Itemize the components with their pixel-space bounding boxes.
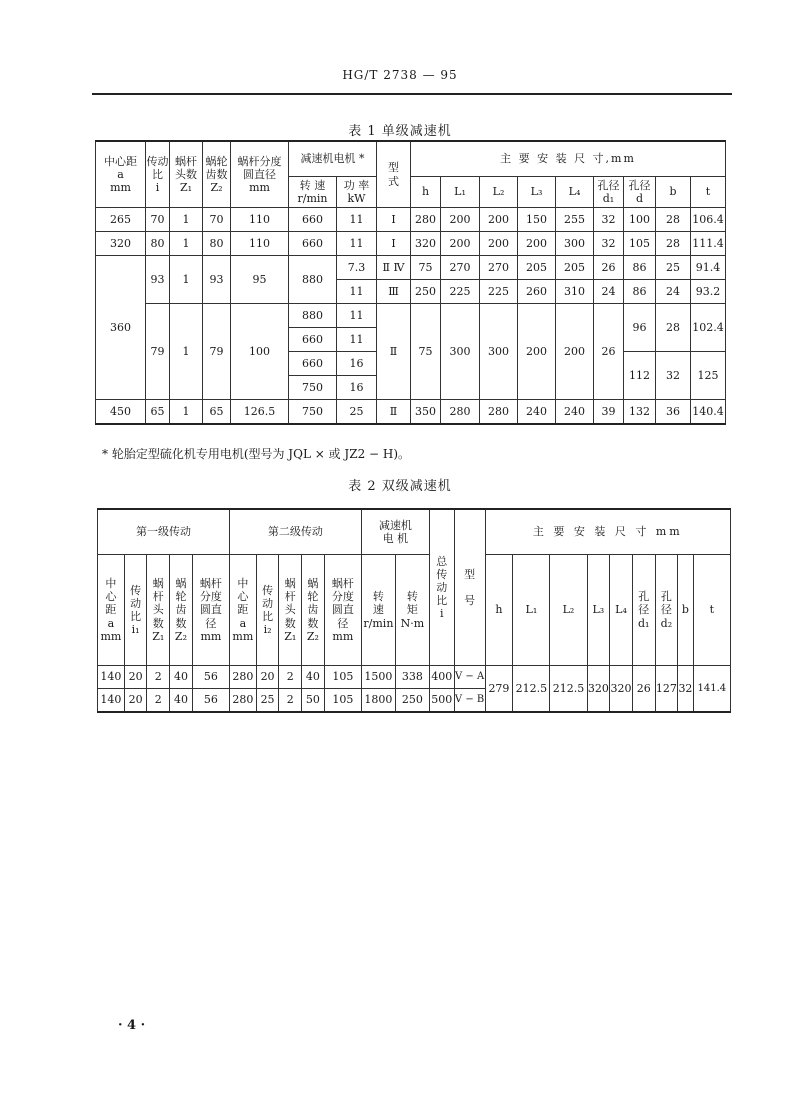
cell: 105 xyxy=(624,232,656,256)
cell: 28 xyxy=(656,304,691,352)
cell: 86 xyxy=(624,280,656,304)
col-s2-z1: 蜗 杆 头 数 Z₁ xyxy=(279,555,302,666)
cell: 110 xyxy=(231,208,289,232)
cell: 200 xyxy=(480,208,518,232)
cell: 240 xyxy=(556,400,594,425)
cell: 1 xyxy=(170,256,203,304)
cell: 250 xyxy=(395,689,429,713)
cell: 1800 xyxy=(361,689,395,713)
cell: 26 xyxy=(594,256,624,280)
col-wheel-teeth: 蜗轮 齿数 Z₂ xyxy=(203,141,231,208)
cell: 500 xyxy=(429,689,454,713)
col-L2: L₂ xyxy=(550,555,587,666)
cell: 93 xyxy=(203,256,231,304)
table-row xyxy=(96,256,726,280)
cell: 270 xyxy=(480,256,518,280)
cell: 270 xyxy=(441,256,480,280)
cell: 65 xyxy=(146,400,170,425)
cell: 750 xyxy=(289,400,337,425)
cell: 80 xyxy=(203,232,231,256)
col-type: 型 号 xyxy=(454,509,485,666)
col-t: t xyxy=(693,555,730,666)
col-speed: 转 速 r/min xyxy=(289,177,337,208)
cell: 400 xyxy=(429,666,454,689)
cell: 28 xyxy=(656,232,691,256)
cell: 70 xyxy=(203,208,231,232)
col-b: b xyxy=(656,177,691,208)
col-worm-starts: 蜗杆 头数 Z₁ xyxy=(170,141,203,208)
cell: 11 xyxy=(337,208,377,232)
cell: 660 xyxy=(289,208,337,232)
table-row xyxy=(96,208,726,232)
cell: 93.2 xyxy=(691,280,726,304)
cell: 660 xyxy=(289,328,337,352)
col-d: 孔径 d xyxy=(624,177,656,208)
cell: 126.5 xyxy=(231,400,289,425)
cell: 25 xyxy=(337,400,377,425)
cell: 150 xyxy=(518,208,556,232)
cell: 20 xyxy=(256,666,279,689)
cell: 200 xyxy=(441,232,480,256)
cell: 100 xyxy=(624,208,656,232)
cell: 20 xyxy=(124,666,147,689)
col-L1: L₁ xyxy=(441,177,480,208)
cell: 350 xyxy=(411,400,441,425)
cell: 36 xyxy=(656,400,691,425)
col-L4: L₄ xyxy=(556,177,594,208)
cell: 111.4 xyxy=(691,232,726,256)
cell: 320 xyxy=(610,666,633,713)
col-L3: L₃ xyxy=(518,177,556,208)
col-main-dimensions: 主 要 安 装 尺 寸 mm xyxy=(485,509,730,555)
cell: 140 xyxy=(98,666,125,689)
cell: 86 xyxy=(624,256,656,280)
cell: 140 xyxy=(98,689,125,713)
col-s1-pd: 蜗杆 分度 圆直 径 mm xyxy=(192,555,229,666)
cell: 106.4 xyxy=(691,208,726,232)
cell: Ⅴ − A xyxy=(454,666,485,689)
cell: Ⅲ xyxy=(377,280,411,304)
cell: 280 xyxy=(441,400,480,425)
cell: 40 xyxy=(302,666,325,689)
cell: 255 xyxy=(556,208,594,232)
cell: 24 xyxy=(656,280,691,304)
cell: 280 xyxy=(480,400,518,425)
cell: 40 xyxy=(170,666,193,689)
cell: 660 xyxy=(289,232,337,256)
single-stage-reducer-table xyxy=(95,140,726,425)
col-s1-z1: 蜗 杆 头 数 Z₁ xyxy=(147,555,170,666)
cell: 225 xyxy=(441,280,480,304)
col-ratio: 传动 比 i xyxy=(146,141,170,208)
cell: 200 xyxy=(556,304,594,400)
col-d1: 孔径 d₁ xyxy=(594,177,624,208)
cell: Ⅰ xyxy=(377,208,411,232)
cell: 110 xyxy=(231,232,289,256)
cell: 265 xyxy=(96,208,146,232)
cell: 40 xyxy=(170,689,193,713)
col-pitch-diameter: 蜗杆分度 圆直径 mm xyxy=(231,141,289,208)
cell: 96 xyxy=(624,304,656,352)
cell: 660 xyxy=(289,352,337,376)
cell: 880 xyxy=(289,304,337,328)
cell: 100 xyxy=(231,304,289,400)
cell: 260 xyxy=(518,280,556,304)
cell: 28 xyxy=(656,208,691,232)
cell: 205 xyxy=(518,256,556,280)
col-total-ratio: 总 传 动 比 i xyxy=(429,509,454,666)
cell: 32 xyxy=(594,208,624,232)
cell: 1 xyxy=(170,304,203,400)
col-s2-center: 中 心 距 a mm xyxy=(229,555,256,666)
cell: 320 xyxy=(411,232,441,256)
col-d1: 孔 径 d₁ xyxy=(632,555,655,666)
page-number: · 4 · xyxy=(118,1018,146,1033)
col-d2: 孔 径 d₂ xyxy=(655,555,678,666)
col-s1-ratio: 传 动 比 i₁ xyxy=(124,555,147,666)
col-s2-pd: 蜗杆 分度 圆直 径 mm xyxy=(324,555,361,666)
col-torque: 转 矩 N·m xyxy=(395,555,429,666)
cell: 212.5 xyxy=(550,666,587,713)
cell: 280 xyxy=(411,208,441,232)
cell: 20 xyxy=(124,689,147,713)
cell: 250 xyxy=(411,280,441,304)
col-L3: L₃ xyxy=(587,555,610,666)
cell: 24 xyxy=(594,280,624,304)
cell: 310 xyxy=(556,280,594,304)
col-L4: L₄ xyxy=(610,555,633,666)
cell: 75 xyxy=(411,256,441,280)
col-s2-z2: 蜗 轮 齿 数 Z₂ xyxy=(302,555,325,666)
cell: 200 xyxy=(480,232,518,256)
col-type: 型 式 xyxy=(377,141,411,208)
cell: 141.4 xyxy=(693,666,730,713)
cell: 2 xyxy=(147,689,170,713)
col-h: h xyxy=(411,177,441,208)
cell: 127 xyxy=(655,666,678,713)
cell: 7.3 xyxy=(337,256,377,280)
cell: 105 xyxy=(324,689,361,713)
col-t: t xyxy=(691,177,726,208)
cell: 2 xyxy=(279,689,302,713)
cell: 240 xyxy=(518,400,556,425)
cell: 11 xyxy=(337,232,377,256)
col-motor: 减速机电机 * xyxy=(289,141,377,177)
cell: 300 xyxy=(556,232,594,256)
cell: 32 xyxy=(678,666,693,713)
table-row xyxy=(98,666,731,689)
cell: 56 xyxy=(192,689,229,713)
cell: 1 xyxy=(170,400,203,425)
header-rule xyxy=(92,93,732,95)
cell: 16 xyxy=(337,352,377,376)
col-motor: 减速机 电 机 xyxy=(361,509,429,555)
cell: 16 xyxy=(337,376,377,400)
double-stage-reducer-table xyxy=(97,508,731,713)
cell: 280 xyxy=(229,689,256,713)
cell: 320 xyxy=(96,232,146,256)
cell: 2 xyxy=(147,666,170,689)
cell: 93 xyxy=(146,256,170,304)
col-stage1: 第一级传动 xyxy=(98,509,230,555)
cell: 95 xyxy=(231,256,289,304)
cell: 105 xyxy=(324,666,361,689)
col-speed: 转 速 r/min xyxy=(361,555,395,666)
cell: 880 xyxy=(289,256,337,304)
cell: 70 xyxy=(146,208,170,232)
cell: 25 xyxy=(256,689,279,713)
cell: 360 xyxy=(96,256,146,400)
cell: 450 xyxy=(96,400,146,425)
cell: 65 xyxy=(203,400,231,425)
cell: 11 xyxy=(337,328,377,352)
cell: 2 xyxy=(279,666,302,689)
cell: 75 xyxy=(411,304,441,400)
col-power: 功 率 kW xyxy=(337,177,377,208)
cell: 1 xyxy=(170,232,203,256)
col-main-dimensions: 主 要 安 装 尺 寸,mm xyxy=(411,141,726,177)
cell: 79 xyxy=(203,304,231,400)
col-center-distance: 中心距 a mm xyxy=(96,141,146,208)
cell: 750 xyxy=(289,376,337,400)
cell: 102.4 xyxy=(691,304,726,352)
table-row xyxy=(96,400,726,425)
col-s1-center: 中 心 距 a mm xyxy=(98,555,125,666)
cell: Ⅰ xyxy=(377,232,411,256)
cell: 50 xyxy=(302,689,325,713)
cell: 205 xyxy=(556,256,594,280)
table-row xyxy=(96,304,726,328)
cell: Ⅱ xyxy=(377,400,411,425)
col-s2-ratio: 传 动 比 i₂ xyxy=(256,555,279,666)
page-header: HG/T 2738 — 95 xyxy=(342,68,458,82)
cell: 1500 xyxy=(361,666,395,689)
cell: 26 xyxy=(594,304,624,400)
cell: 200 xyxy=(518,304,556,400)
col-s1-z2: 蜗 轮 齿 数 Z₂ xyxy=(170,555,193,666)
col-b: b xyxy=(678,555,693,666)
cell: 25 xyxy=(656,256,691,280)
cell: 212.5 xyxy=(513,666,550,713)
cell: 200 xyxy=(441,208,480,232)
col-stage2: 第二级传动 xyxy=(229,509,361,555)
cell: 280 xyxy=(229,666,256,689)
col-h: h xyxy=(485,555,513,666)
cell: 125 xyxy=(691,352,726,400)
cell: 225 xyxy=(480,280,518,304)
cell: 320 xyxy=(587,666,610,713)
cell: Ⅱ Ⅳ xyxy=(377,256,411,280)
cell: 32 xyxy=(656,352,691,400)
cell: 140.4 xyxy=(691,400,726,425)
table-row xyxy=(96,232,726,256)
col-L1: L₁ xyxy=(513,555,550,666)
table2-caption: 表 2 双级减速机 xyxy=(348,479,452,494)
cell: 1 xyxy=(170,208,203,232)
cell: 26 xyxy=(632,666,655,713)
cell: 80 xyxy=(146,232,170,256)
cell: Ⅱ xyxy=(377,304,411,400)
cell: 91.4 xyxy=(691,256,726,280)
cell: Ⅴ − B xyxy=(454,689,485,713)
cell: 32 xyxy=(594,232,624,256)
cell: 200 xyxy=(518,232,556,256)
table1-footnote: * 轮胎定型硫化机专用电机(型号为 JQL × 或 JZ2 − H)。 xyxy=(102,447,411,461)
cell: 132 xyxy=(624,400,656,425)
cell: 279 xyxy=(485,666,513,713)
cell: 11 xyxy=(337,280,377,304)
cell: 112 xyxy=(624,352,656,400)
cell: 300 xyxy=(441,304,480,400)
cell: 39 xyxy=(594,400,624,425)
cell: 79 xyxy=(146,304,170,400)
cell: 11 xyxy=(337,304,377,328)
table1-caption: 表 1 单级减速机 xyxy=(348,124,452,139)
col-L2: L₂ xyxy=(480,177,518,208)
cell: 56 xyxy=(192,666,229,689)
cell: 300 xyxy=(480,304,518,400)
cell: 338 xyxy=(395,666,429,689)
